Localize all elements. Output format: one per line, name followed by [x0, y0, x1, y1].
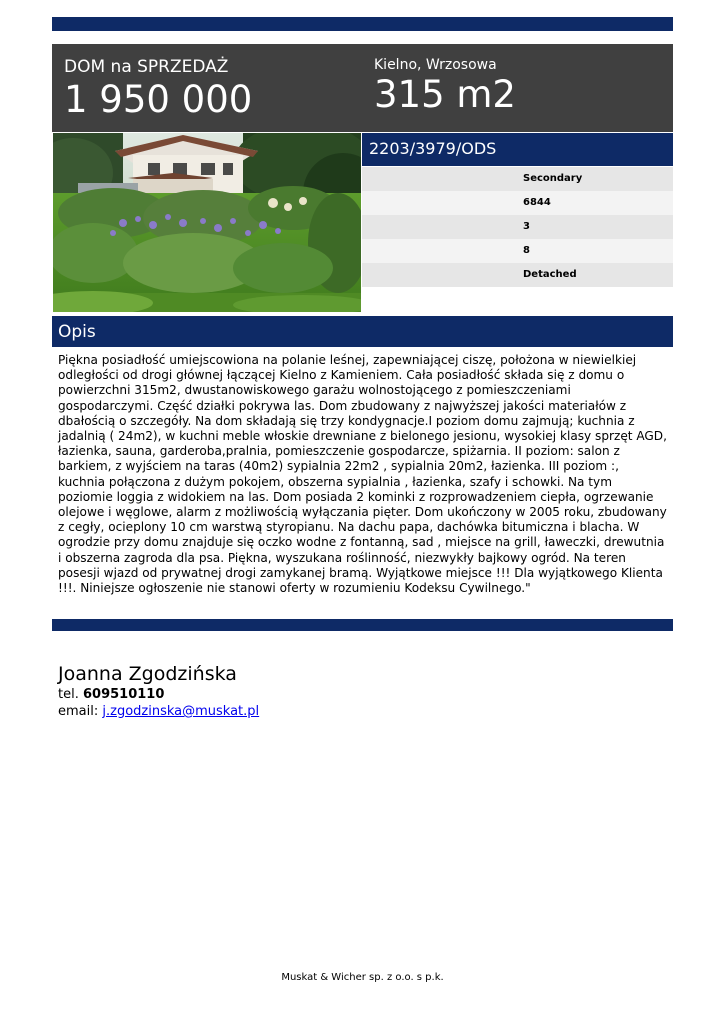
phone-number: 609510110 — [82, 687, 165, 702]
spec-row — [362, 215, 673, 239]
property-photo — [53, 133, 361, 312]
area: 315 m2 — [374, 73, 516, 116]
spec-row — [362, 167, 673, 191]
deal-type: DOM na SPRZEDAŻ — [64, 57, 229, 77]
spec-value: 8 — [523, 245, 530, 256]
top-decorative-bar — [52, 17, 673, 31]
spec-row — [362, 239, 673, 263]
spec-row — [362, 263, 673, 287]
spec-value: Detached — [523, 269, 577, 280]
agent-contact — [58, 662, 259, 720]
location: Kielno, Wrzosowa — [374, 57, 497, 73]
reference-bar — [362, 133, 673, 166]
agent-name: Joanna Zgodzińska — [58, 663, 237, 685]
spec-value: 3 — [523, 221, 530, 232]
description-heading-bar — [52, 316, 673, 347]
price: 1 950 000 — [64, 78, 253, 121]
email-label: email: — [58, 704, 99, 719]
bottom-decorative-bar — [52, 619, 673, 631]
header-right — [374, 56, 516, 116]
agent-phone-line — [58, 686, 259, 703]
description-text: Piękna posiadłość umiejscowiona na polanie leśnej, zapewniającej ciszę, położona w niewielkiej odległości od drogi głównej łączącej Kielno z Kamieniem. Cała posiadłość składa się z domu o powierzchni 315m2, dwustanowiskowego garażu wolnostojącego z pomieszczeniami gospodarczymi. Część działki pokrywa las. Dom zbudowany z najwyższej jakości materiałów z dbałością o szczegóły. Na dom składają się trzy kondygnacje.I poziom domu zajmują; kuchnia z jadalnią ( 24m2), w kuchni meble włoskie drewniane z bielonego jesionu, wysokiej klasy sprzęt AGD, łazienka, sauna, garderoba,pralnia, pomieszczenie gospodarcze, spiżarnia. II poziom: salon z barkiem, z wyjściem na taras (40m2) sypialnia 22m2 , sypialnia 20m2, łazienka. III poziom :, kuchnia połączona z dużym pokojem, obszerna sypialnia , łazienka, szafy i schowki. Na tym poziomie loggia z widokiem na las. Dom posiada 2 kominki z rozprowadzeniem ciepła, ogrzewanie olejowe i węglowe, alarm z możliwością wyłączania pięter. Dom ukończony w 2005 roku, zbudowany z cegły, ocieplony 10 cm warstwą styropianu. Na dachu papa, dachówka bitumiczna i blacha. W ogrodzie przy domu znajduje się oczko wodne z fontanną, sad , miejsce na grill, ławeczki, drewutnia i obszerna zagroda dla psa. Piękna, wyszukana roślinność, niezwykły bajkowy ogród. Na teren posesji wjazd od prywatnej drogi zamykanej bramą. Wyjątkowe miejsce !!! Dla wyjątkowego Klienta !!!. Niniejsze ogłoszenie nie stanowi oferty w rozumieniu Kodeksu Cywilnego." — [58, 353, 667, 596]
spec-row — [362, 191, 673, 215]
header-left — [64, 56, 252, 122]
email-link[interactable]: j.zgodzinska@muskat.pl — [102, 704, 260, 719]
spec-value: Secondary — [523, 173, 583, 184]
specs-table — [362, 167, 673, 287]
agent-email-line — [58, 703, 259, 720]
description-heading: Opis — [58, 322, 96, 342]
spec-value: 6844 — [523, 197, 551, 208]
footer-company: Muskat & Wicher sp. z o.o. s p.k. — [281, 972, 444, 983]
phone-label: tel. — [58, 687, 79, 702]
reference-number: 2203/3979/ODS — [369, 139, 497, 158]
listing-header — [52, 44, 673, 132]
